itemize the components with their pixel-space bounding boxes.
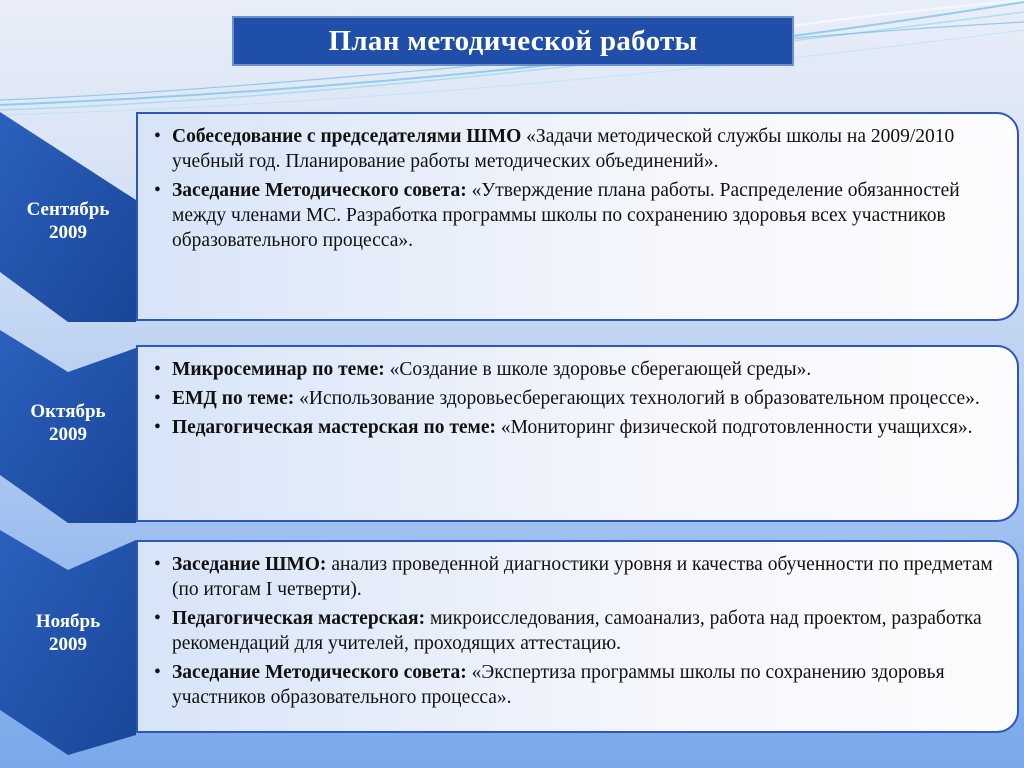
item-heading: Заседание Методического совета: [172, 180, 467, 201]
list-item [152, 386, 1003, 411]
stage-date [0, 400, 136, 446]
bullet-icon: • [154, 417, 161, 438]
list-item [152, 552, 1003, 602]
chevron-october [0, 330, 136, 523]
stage-items [138, 114, 1017, 253]
stage-date [0, 610, 136, 656]
chevron-september [0, 112, 136, 322]
item-text: «Экспертиза программы школы по сохранению здоровья участников образовательного процесса». [172, 662, 945, 708]
item-heading: Заседание Методического совета: [172, 662, 467, 683]
bullet-icon: • [154, 662, 161, 683]
list-item [152, 660, 1003, 710]
list-item [152, 357, 1003, 382]
bullet-icon: • [154, 554, 161, 575]
stage-date [0, 198, 136, 244]
bullet-icon: • [154, 608, 161, 629]
chevron-november [0, 530, 136, 755]
stage-items [138, 542, 1017, 710]
bullet-icon: • [154, 359, 161, 380]
item-text: анализ проведенной диагностики уровня и качества обученности по предметам (по итогам I четверти). [172, 554, 993, 600]
bullet-icon: • [154, 180, 161, 201]
stage-card-october [136, 345, 1019, 522]
item-heading: Педагогическая мастерская по теме: [172, 417, 496, 438]
stage-card-november [136, 540, 1019, 733]
list-item [152, 606, 1003, 656]
title-box [232, 16, 794, 66]
item-text: «Создание в школе здоровье сберегающей среды». [384, 359, 812, 380]
stage-month: Ноябрь [35, 611, 101, 632]
stage-card-september [136, 112, 1019, 321]
stage-items [138, 347, 1017, 440]
stage-month: Октябрь [30, 401, 106, 422]
list-item [152, 124, 1003, 174]
item-text: «Утверждение плана работы. Распределение обязанностей между членами МС. Разработка программы школы по сохранению здоровья всех участников образовательного процесса». [172, 180, 960, 251]
item-heading: Собеседование с председателями ШМО [172, 126, 522, 147]
item-text: «Мониторинг физической подготовленности учащихся». [495, 417, 973, 438]
item-heading: ЕМД по теме: [172, 388, 295, 409]
page-title: План методической работы [328, 24, 698, 57]
item-heading: Заседание ШМО: [172, 554, 327, 575]
stage-year: 2009 [49, 222, 87, 243]
item-text: «Задачи методической службы школы на 2009/2010 учебный год. Планирование работы методических объединений». [172, 126, 955, 172]
stage-year: 2009 [49, 634, 87, 655]
bullet-icon: • [154, 126, 161, 147]
stage-year: 2009 [49, 424, 87, 445]
list-item [152, 415, 1003, 440]
item-text: микроисследования, самоанализ, работа над проектом, разработка рекомендаций для учителей, проходящих аттестацию. [172, 608, 982, 654]
bullet-icon: • [154, 388, 161, 409]
item-heading: Педагогическая мастерская: [172, 608, 426, 629]
list-item [152, 178, 1003, 253]
item-text: «Использование здоровьесберегающих технологий в образовательном процессе». [294, 388, 980, 409]
stage-month: Сентябрь [26, 199, 110, 220]
item-heading: Микросеминар по теме: [172, 359, 385, 380]
